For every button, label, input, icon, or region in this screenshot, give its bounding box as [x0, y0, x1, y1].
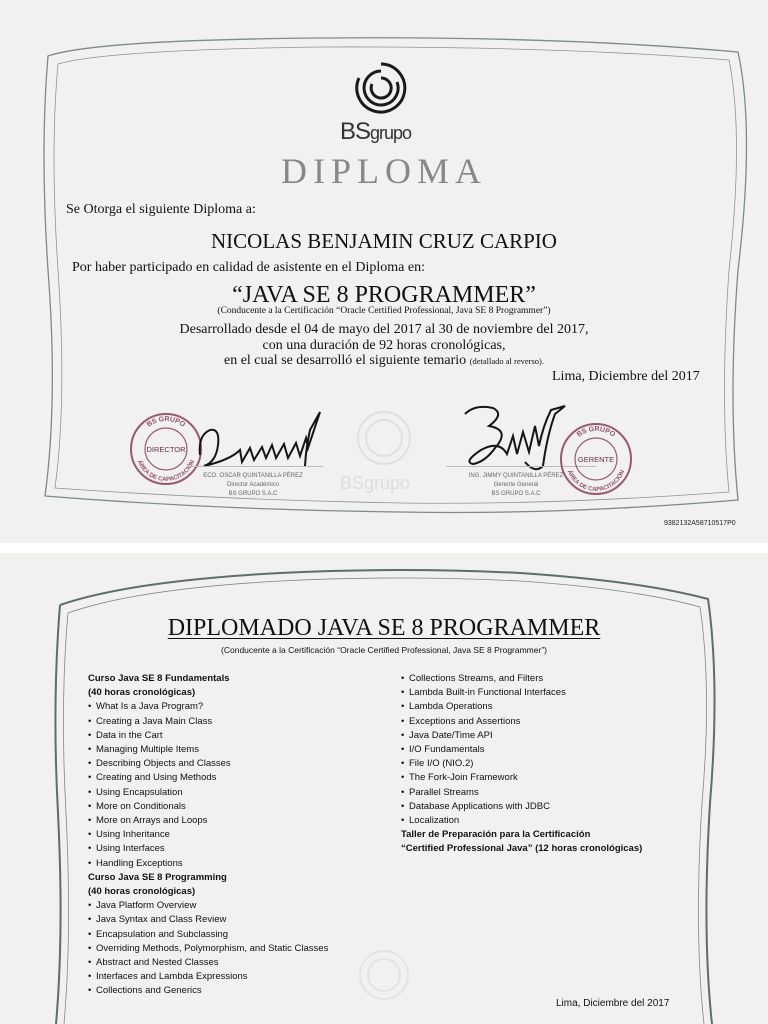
bullet-icon: •: [88, 942, 92, 954]
bullet-icon: •: [401, 786, 405, 798]
manager-stamp-bottom: ÁREA DE CAPACITACIÓN: [565, 469, 627, 494]
syllabus-line: [0, 353, 768, 369]
syllabus-item: [401, 672, 642, 686]
bullet-icon: •: [88, 843, 92, 855]
back-place-date: Lima, Diciembre del 2017: [556, 998, 670, 1009]
director-signature: [180, 400, 340, 480]
syllabus-item-text: (40 horas cronológicas): [88, 886, 196, 898]
syllabus-item: [88, 700, 328, 714]
syllabus-item-text: Describing Objects and Classes: [96, 758, 231, 770]
syllabus-item-text: Abstract and Nested Classes: [96, 957, 219, 969]
bullet-icon: •: [88, 815, 92, 827]
syllabus-item-text: Java Syntax and Class Review: [96, 914, 227, 926]
syllabus-section-heading: [401, 828, 642, 842]
syllabus-item: [401, 800, 642, 814]
bullet-icon: •: [88, 971, 92, 983]
bullet-icon: •: [88, 758, 92, 770]
syllabus-item: [401, 700, 642, 714]
watermark-text: BSgrupo: [340, 473, 411, 493]
syllabus-item-text: Curso Java SE 8 Programming: [88, 871, 227, 883]
syllabus-item: [88, 729, 328, 743]
director-role: Director Académico: [226, 482, 280, 488]
syllabus-item-text: (40 horas cronológicas): [88, 687, 196, 699]
syllabus-item: [88, 857, 328, 871]
bullet-icon: •: [88, 772, 92, 784]
syllabus-item: [401, 743, 642, 757]
syllabus-item: [401, 686, 642, 700]
syllabus-item-text: More on Conditionals: [96, 800, 186, 812]
director-signature-block: [168, 472, 338, 499]
director-stamp-center: DIRECTOR: [146, 445, 186, 454]
syllabus-item-text: Parallel Streams: [409, 786, 479, 798]
manager-stamp-top: BS GRUPO: [575, 425, 617, 439]
manager-stamp-center: GERENTE: [577, 455, 615, 464]
syllabus-item-text: Exceptions and Assertions: [409, 715, 521, 727]
syllabus-item: [401, 729, 642, 743]
bullet-icon: •: [88, 985, 92, 997]
development-dates: Desarrollado desde el 04 de mayo del 2017 al 30 de noviembre del 2017,: [179, 322, 589, 337]
bullet-icon: •: [88, 800, 92, 812]
syllabus-item: [88, 928, 328, 942]
syllabus-item: [88, 771, 328, 785]
syllabus-left-column: [88, 672, 328, 999]
syllabus-item: [401, 771, 642, 785]
syllabus-item-text: Java Date/Time API: [409, 729, 493, 741]
syllabus-item: [88, 899, 328, 913]
syllabus-item: [401, 786, 642, 800]
page-gap: [0, 543, 768, 553]
bs-grupo-logo-icon: [351, 58, 411, 118]
bullet-icon: •: [401, 815, 405, 827]
syllabus-item-text: Using Inheritance: [96, 829, 170, 841]
bullet-icon: •: [88, 829, 92, 841]
syllabus-item: [88, 715, 328, 729]
syllabus-text: en el cual se desarrolló el siguiente temario: [223, 353, 467, 368]
duration-line: con una duración de 92 horas cronológicas,: [262, 338, 506, 353]
bullet-icon: •: [88, 900, 92, 912]
bullet-icon: •: [88, 715, 92, 727]
syllabus-item-text: Collections Streams, and Filters: [409, 673, 544, 684]
bullet-icon: •: [401, 772, 405, 784]
svg-text:ÁREA DE CAPACITACIÓN: [566, 469, 626, 493]
syllabus-item-text: Using Interfaces: [96, 843, 165, 855]
syllabus-item: [88, 956, 328, 970]
syllabus-item: [88, 814, 328, 828]
place-date: Lima, Diciembre del 2017: [552, 369, 700, 384]
syllabus-section-heading: [401, 842, 642, 856]
syllabus-item-text: Using Encapsulation: [96, 786, 183, 798]
bullet-icon: •: [88, 744, 92, 756]
syllabus-item-text: Data in the Cart: [96, 729, 163, 741]
diploma-back-page: [0, 553, 768, 1024]
syllabus-item-text: Managing Multiple Items: [96, 744, 199, 756]
bullet-icon: •: [401, 800, 405, 812]
bullet-icon: •: [401, 701, 405, 713]
syllabus-item-text: Creating a Java Main Class: [96, 715, 213, 727]
manager-stamp: [558, 421, 634, 497]
syllabus-item: [88, 970, 328, 984]
course-title: “JAVA SE 8 PROGRAMMER”: [232, 282, 536, 308]
syllabus-item: [88, 743, 328, 757]
diploma-heading: DIPLOMA: [280, 151, 487, 191]
syllabus-item-text: Curso Java SE 8 Fundamentals: [88, 673, 230, 684]
director-signature-line: [188, 466, 323, 467]
syllabus-item-text: Encapsulation and Subclassing: [96, 928, 229, 940]
director-stamp-top: BS GRUPO: [145, 415, 187, 429]
syllabus-item-text: Collections and Generics: [96, 985, 202, 997]
syllabus-item: [88, 786, 328, 800]
syllabus-item: [88, 828, 328, 842]
bullet-icon: •: [88, 786, 92, 798]
syllabus-item-text: Localization: [409, 815, 460, 827]
syllabus-item-text: Taller de Preparación para la Certificación: [401, 829, 591, 841]
syllabus-item-text: Overriding Methods, Polymorphism, and Static Classes: [96, 942, 329, 954]
director-stamp-bottom: ÁREA DE CAPACITACIÓN: [135, 459, 197, 484]
bullet-icon: •: [401, 758, 405, 770]
manager-name: ING. JIMMY QUINTANILLA PÉREZ: [468, 473, 564, 479]
bullet-icon: •: [88, 729, 92, 741]
syllabus-item-text: Creating and Using Methods: [96, 772, 217, 784]
bullet-icon: •: [88, 914, 92, 926]
logo-brand-text: BSgrupo: [340, 118, 412, 145]
syllabus-item: [88, 842, 328, 856]
manager-role: Gerente General: [493, 482, 539, 488]
bullet-icon: •: [401, 744, 405, 756]
syllabus-title: DIPLOMADO JAVA SE 8 PROGRAMMER: [167, 615, 601, 641]
serial-number: 9382132A58710517P0: [664, 520, 736, 527]
syllabus-section-heading: [88, 871, 328, 885]
syllabus-section-heading: [88, 672, 328, 686]
director-org: BS GRUPO S.A.C: [228, 491, 278, 497]
syllabus-item: [401, 814, 642, 828]
syllabus-item-text: Handling Exceptions: [96, 857, 183, 869]
syllabus-item-text: The Fork-Join Framework: [409, 772, 518, 784]
syllabus-item-text: “Certified Professional Java” (12 horas cronológicas): [401, 843, 643, 855]
syllabus-item-text: Lambda Operations: [409, 701, 493, 713]
bullet-icon: •: [401, 729, 405, 741]
syllabus-item: [88, 942, 328, 956]
course-note: (Conducente a la Certificación “Oracle Certified Professional, Java SE 8 Programmer”): [217, 306, 551, 316]
bullet-icon: •: [88, 701, 92, 713]
bullet-icon: •: [88, 957, 92, 969]
syllabus-item-text: Interfaces and Lambda Expressions: [96, 971, 248, 983]
syllabus-item-text: Lambda Built-in Functional Interfaces: [409, 687, 566, 699]
manager-org: BS GRUPO S.A.C: [491, 491, 541, 497]
bullet-icon: •: [401, 673, 405, 684]
reason-line: Por haber participado en calidad de asistente en el Diploma en:: [72, 260, 425, 275]
bullet-icon: •: [88, 857, 92, 869]
syllabus-item-text: I/O Fundamentals: [409, 744, 485, 756]
director-name: ECO. OSCAR QUINTANILLA PÉREZ: [203, 473, 303, 479]
grant-line: Se Otorga el siguiente Diploma a:: [66, 202, 256, 217]
bullet-icon: •: [401, 687, 405, 699]
syllabus-item-text: Database Applications with JDBC: [409, 800, 550, 812]
syllabus-right-column: [401, 672, 642, 857]
recipient-name: NICOLAS BENJAMIN CRUZ CARPIO: [211, 229, 557, 253]
syllabus-item-text: What Is a Java Program?: [96, 701, 204, 713]
syllabus-item: [401, 757, 642, 771]
syllabus-item: [401, 715, 642, 729]
syllabus-item-text: More on Arrays and Loops: [96, 815, 208, 827]
syllabus-note: (Conducente a la Certificación “Oracle Certified Professional, Java SE 8 Programmer”): [221, 645, 547, 655]
syllabus-section-heading: [88, 686, 328, 700]
syllabus-item: [88, 984, 328, 998]
syllabus-note: (detallado al reverso).: [469, 356, 545, 366]
syllabus-item-text: Java Platform Overview: [96, 900, 197, 912]
syllabus-item: [88, 800, 328, 814]
syllabus-item: [88, 757, 328, 771]
bullet-icon: •: [401, 715, 405, 727]
bullet-icon: •: [88, 928, 92, 940]
syllabus-item: [88, 913, 328, 927]
syllabus-item-text: File I/O (NIO.2): [409, 758, 474, 770]
syllabus-section-heading: [88, 885, 328, 899]
